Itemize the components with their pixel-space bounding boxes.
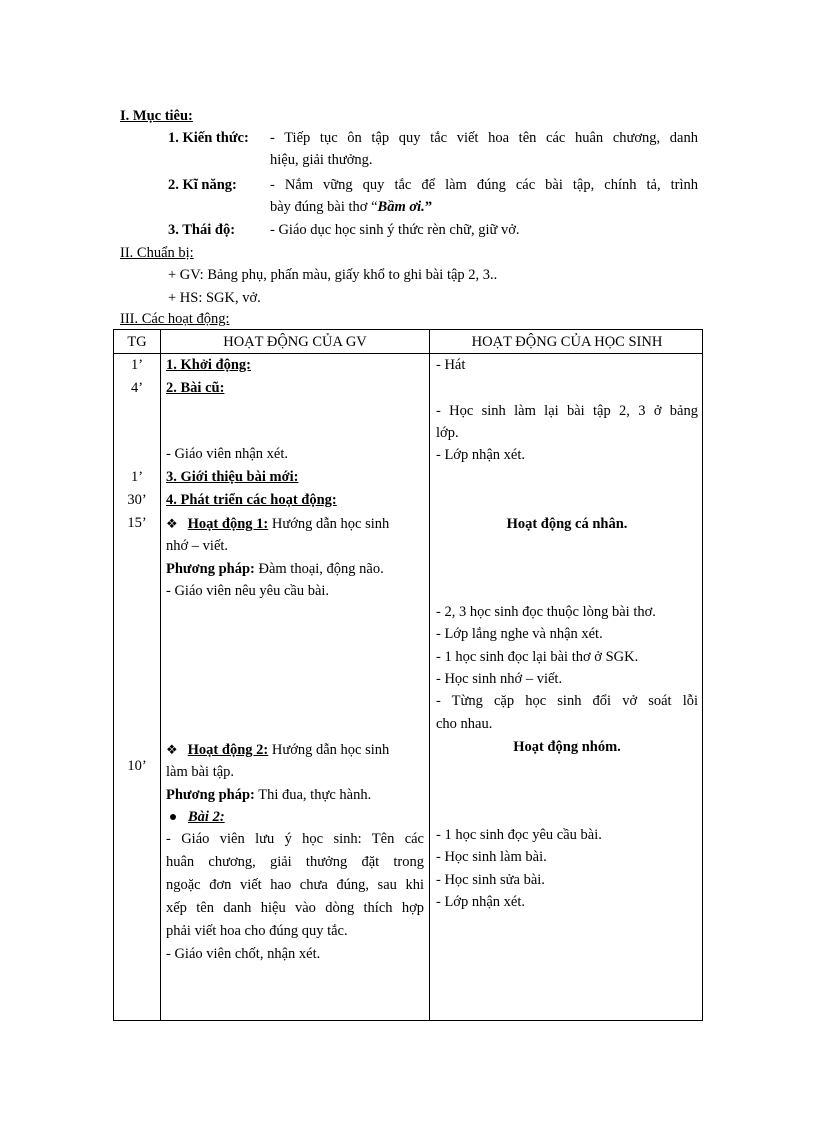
- hs-individual-heading: Hoạt động cá nhân.: [506, 516, 628, 532]
- hs-group-step: - Lớp nhận xét.: [436, 894, 526, 910]
- tg-cell: 4’: [130, 380, 144, 396]
- activities-heading: III. Các hoạt động:: [120, 311, 230, 327]
- method-1-text: Đàm thoại, động não.: [254, 561, 384, 577]
- method-2-text: Thi đua, thực hành.: [254, 787, 372, 803]
- gv-activity-1: [166, 512, 424, 535]
- tg-cell: 1’: [130, 469, 144, 485]
- gv-exercise-2: [166, 806, 225, 829]
- hs-step: - Học sinh nhớ – viết.: [436, 671, 563, 687]
- knowledge-text-1: - Tiếp tục ôn tập quy tắc viết hoa tên các huân chương, danh: [270, 130, 698, 146]
- gv-note-line: xếp tên danh hiệu vào dòng thích hợp: [166, 900, 424, 916]
- method-2-label: Phương pháp:: [166, 787, 255, 803]
- activity-2-label: Hoạt động 2:: [187, 742, 269, 758]
- attitude-text: - Giáo dục học sinh ý thức rèn chữ, giữ vở.: [270, 222, 520, 238]
- gv-step-2: [166, 377, 224, 400]
- skills-text-2a: bày đúng bài thơ “: [270, 199, 378, 215]
- knowledge-text-2: hiệu, giải thưởng.: [270, 152, 373, 168]
- tg-cell: 10’: [127, 758, 147, 774]
- tg-cell: 1’: [130, 357, 144, 373]
- gv-step-4: [166, 489, 337, 512]
- gv-column: [166, 354, 424, 1014]
- hs-class-comment: - Lớp nhận xét.: [436, 447, 526, 463]
- gv-activity-2-cont: làm bài tập.: [166, 764, 235, 780]
- hs-step: - 1 học sinh đọc lại bài thơ ở SGK.: [436, 649, 639, 665]
- gv-note-line: phải viết hoa cho đúng quy tắc.: [166, 923, 348, 939]
- header-tg: TG: [127, 334, 147, 350]
- gv-step-3: [166, 466, 298, 489]
- activity-1-text: Hướng dẫn học sinh: [268, 516, 390, 532]
- gv-note-line: - Giáo viên lưu ý học sinh: Tên các: [166, 831, 424, 847]
- gv-step-1-text: 1. Khởi động:: [166, 357, 251, 373]
- skills-label: 2. Kĩ năng:: [168, 177, 237, 193]
- hs-group-step: - 1 học sinh đọc yêu cầu bài.: [436, 827, 602, 843]
- hs-redo: - Học sinh làm lại bài tập 2, 3 ở bảng: [436, 403, 698, 419]
- activity-2-text: Hướng dẫn học sinh: [268, 742, 390, 758]
- tg-cell: 30’: [127, 492, 147, 508]
- star-bullet-icon: ❖: [166, 742, 178, 757]
- hs-sing: - Hát: [436, 357, 466, 373]
- objectives-heading: I. Mục tiêu:: [120, 108, 193, 124]
- gv-activity-1-cont: nhớ – viết.: [166, 538, 229, 554]
- header-gv: HOẠT ĐỘNG CỦA GV: [223, 334, 367, 350]
- star-bullet-icon: ❖: [166, 516, 178, 531]
- gv-method-1: [166, 558, 384, 581]
- exercise-2-label: Bài 2:: [188, 809, 225, 825]
- skills-text-2: [270, 199, 432, 216]
- gv-step-1: [166, 354, 251, 377]
- hs-group-step: - Học sinh làm bài.: [436, 849, 547, 865]
- activity-1-label: Hoạt động 1:: [187, 516, 269, 532]
- poem-title: Bầm ơi.: [377, 199, 425, 215]
- gv-note-line: ngoặc đơn viết hao chưa đúng, sau khi: [166, 877, 424, 893]
- knowledge-label: 1. Kiến thức:: [168, 130, 249, 146]
- gv-step-4-text: 4. Phát triển các hoạt động:: [166, 492, 337, 508]
- gv-step-3-text: 3. Giới thiệu bài mới:: [166, 469, 299, 485]
- hs-step: - Từng cặp học sinh đổi vở soát lỗi: [436, 693, 698, 709]
- gv-activity-2: [166, 738, 424, 761]
- hs-group-heading: Hoạt động nhóm.: [513, 739, 621, 755]
- gv-conclude: - Giáo viên chốt, nhận xét.: [166, 946, 321, 962]
- hs-step: - 2, 3 học sinh đọc thuộc lòng bài thơ.: [436, 604, 656, 620]
- preparation-gv: + GV: Bảng phụ, phấn màu, giấy khổ to ghi bài tập 2, 3..: [168, 267, 498, 283]
- hs-column: [436, 354, 698, 1014]
- hs-redo-cont: lớp.: [436, 425, 459, 441]
- method-1-label: Phương pháp:: [166, 561, 255, 577]
- col-divider-2: [429, 330, 430, 1020]
- gv-step-2-text: 2. Bài cũ:: [166, 380, 225, 396]
- hs-step: - Lớp lắng nghe và nhận xét.: [436, 626, 603, 642]
- col-divider-1: [160, 330, 161, 1020]
- preparation-hs: + HS: SGK, vở.: [168, 290, 261, 306]
- header-hs: HOẠT ĐỘNG CỦA HỌC SINH: [471, 334, 663, 350]
- skills-text-2c: ”: [424, 199, 433, 215]
- gv-method-2: [166, 784, 371, 807]
- gv-note-line: huân chương, giải thưởng đặt trong: [166, 854, 424, 870]
- skills-text-1: - Nắm vững quy tắc để làm đúng các bài tập, chính tả, trình: [270, 177, 698, 193]
- hs-step-cont: cho nhau.: [436, 716, 493, 732]
- preparation-heading: II. Chuẩn bị:: [120, 245, 194, 261]
- tg-cell: 15’: [127, 515, 147, 531]
- gv-comment: - Giáo viên nhận xét.: [166, 446, 289, 462]
- gv-requirement: - Giáo viên nêu yêu cầu bài.: [166, 583, 330, 599]
- activities-table: [113, 329, 703, 1021]
- attitude-label: 3. Thái độ:: [168, 222, 236, 238]
- hs-group-step: - Học sinh sửa bài.: [436, 872, 545, 888]
